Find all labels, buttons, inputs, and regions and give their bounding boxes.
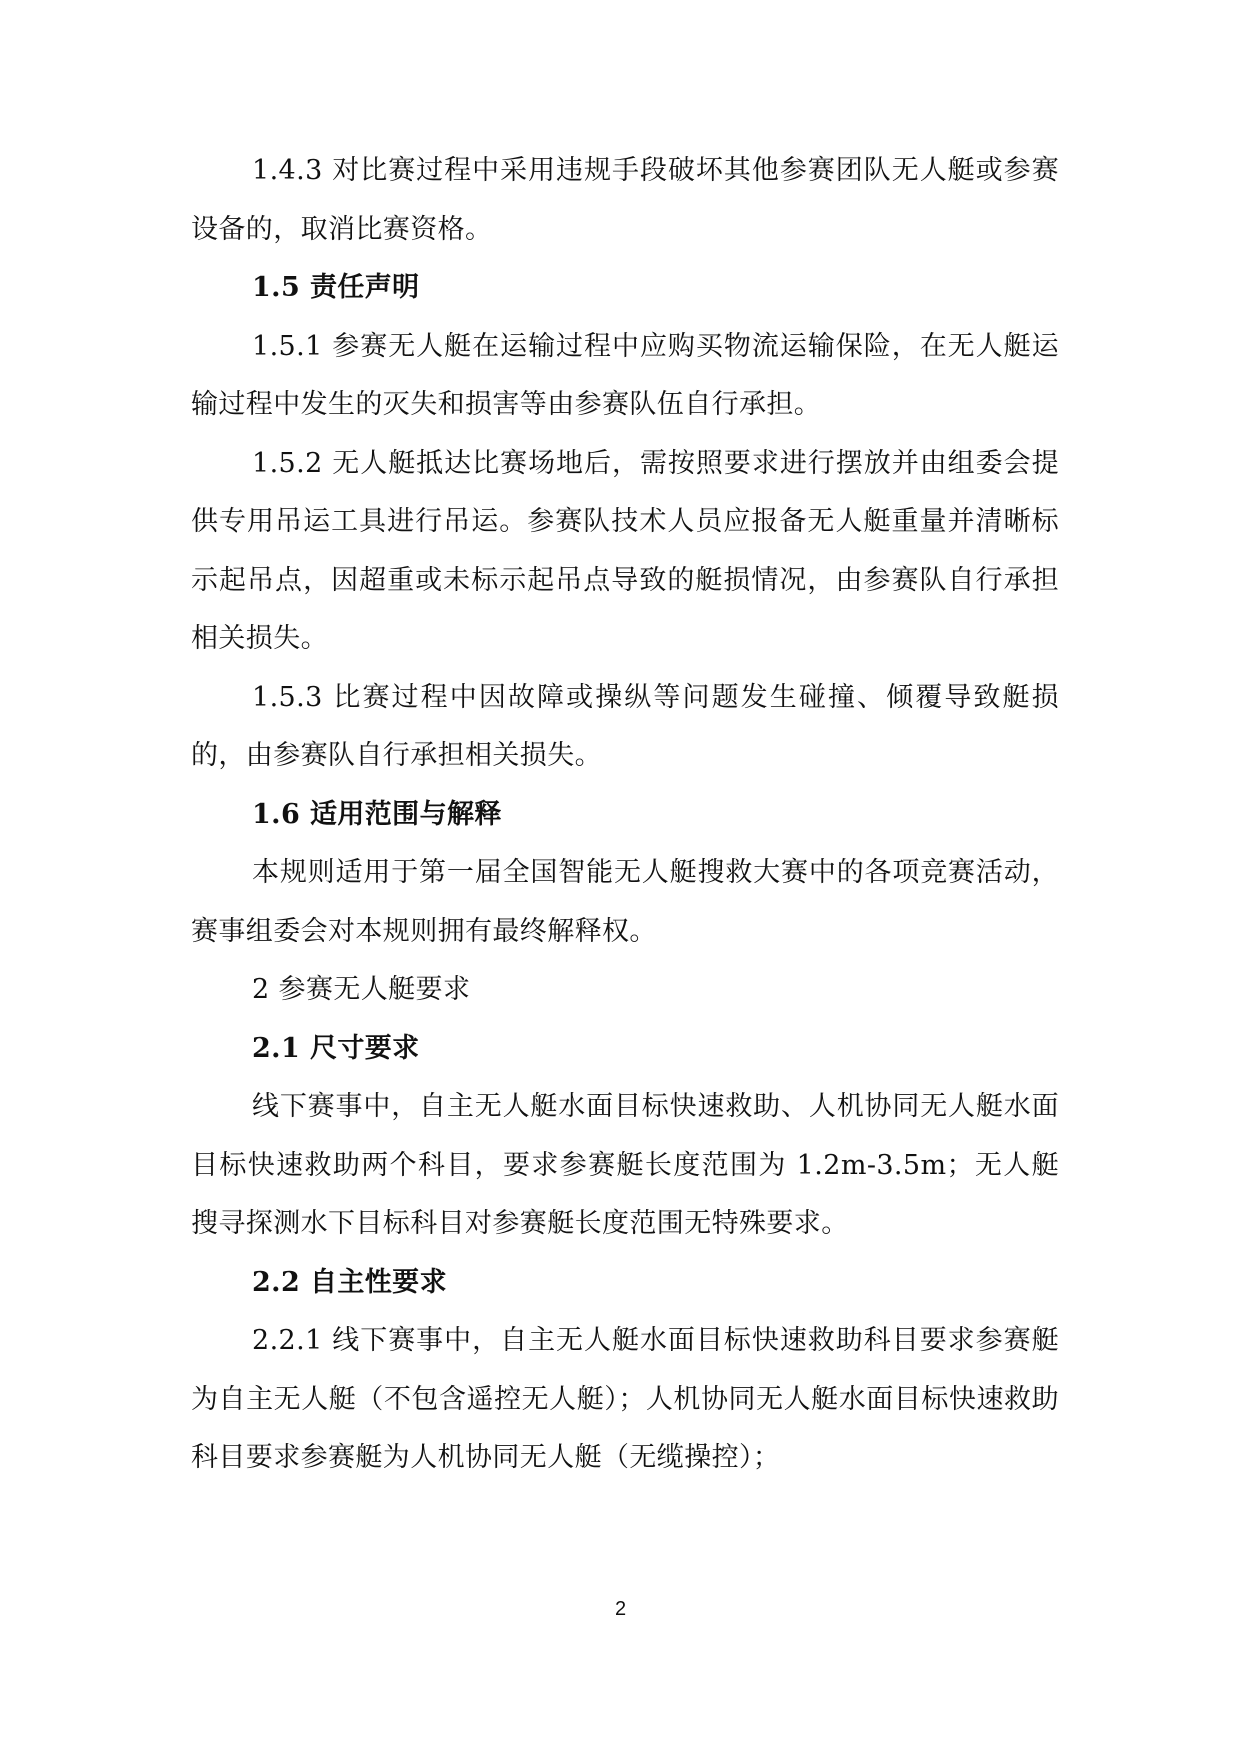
page-number: 2 <box>614 1598 627 1620</box>
paragraph-1-5-3: 1.5.3 比赛过程中因故障或操纵等问题发生碰撞、倾覆导致艇损的，由参赛队自行承担相关损失。 <box>191 681 1059 771</box>
page-body <box>191 142 1059 1488</box>
heading-2-2: 2.2 自主性要求 <box>252 1266 447 1298</box>
section-2-title: 2 参赛无人艇要求 <box>252 974 471 1005</box>
paragraph-2-2-1: 2.2.1 线下赛事中，自主无人艇水面目标快速救助科目要求参赛艇为自主无人艇（不包含遥控无人艇）；人机协同无人艇水面目标快速救助科目要求参赛艇为人机协同无人艇（无缆操控）； <box>191 1325 1059 1473</box>
heading-2-1: 2.1 尺寸要求 <box>252 1032 420 1064</box>
paragraph-1-6-body: 本规则适用于第一届全国智能无人艇搜救大赛中的各项竞赛活动，赛事组委会对本规则拥有最终解释权。 <box>191 857 1059 947</box>
paragraph-2-1-body: 线下赛事中，自主无人艇水面目标快速救助、人机协同无人艇水面目标快速救助两个科目，要求参赛艇长度范围为 1.2m-3.5m；无人艇搜寻探测水下目标科目对参赛艇长度范围无特殊要求。 <box>191 1091 1059 1239</box>
paragraph-1-5-1: 1.5.1 参赛无人艇在运输过程中应购买物流运输保险，在无人艇运输过程中发生的灭失和损害等由参赛队伍自行承担。 <box>191 330 1059 420</box>
heading-1-6: 1.6 适用范围与解释 <box>252 798 502 830</box>
paragraph-1-4-3: 1.4.3 对比赛过程中采用违规手段破坏其他参赛团队无人艇或参赛设备的，取消比赛资格。 <box>191 155 1059 245</box>
paragraph-1-5-2: 1.5.2 无人艇抵达比赛场地后，需按照要求进行摆放并由组委会提供专用吊运工具进行吊运。参赛队技术人员应报备无人艇重量并清晰标示起吊点，因超重或未标示起吊点导致的艇损情况，由参赛队自行承担相关损失。 <box>191 447 1059 654</box>
heading-1-5: 1.5 责任声明 <box>252 272 420 303</box>
